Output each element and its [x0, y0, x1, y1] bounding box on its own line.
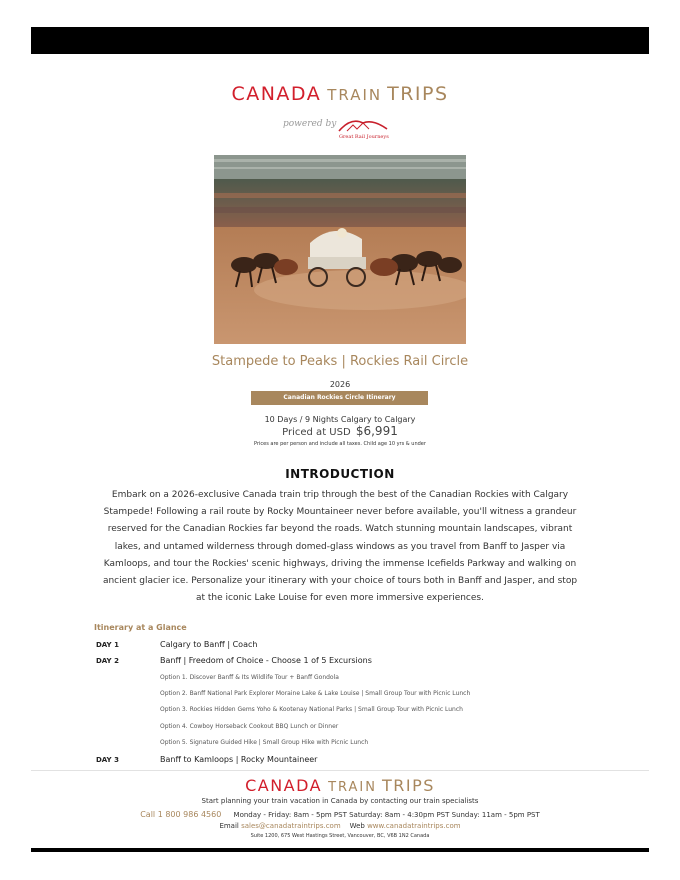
footer-contact: [0, 810, 680, 819]
excursion-option: Option 5. Signature Guided Hike | Small Group Hike with Picnic Lunch: [160, 739, 369, 746]
brand-trips: TRIPS: [387, 83, 449, 105]
header-bar: [31, 27, 649, 54]
price-prefix: Priced at USD: [282, 427, 351, 438]
brand-canada: CANADA: [231, 83, 322, 105]
excursion-option: Option 3. Rockies Hidden Gems Yoho & Kootenay National Parks | Small Group Tour with Picnic Lunch: [160, 706, 463, 713]
intro-body: Embark on a 2026-exclusive Canada train trip through the best of the Canadian Rockies with Calgary Stampede! Following a rail route by Rocky Mountaineer never before available, you'll witness a grandeur reserved for the Canadian Rockies far beyond the roads. Watch stunning mountain landscapes, vibrant lakes, and untamed wilderness through domed-glass windows as you travel from Banff to Jasper via Kamloops, and tour the Rockies' scenic highways, driving the immense Icefields Parkway and walking on ancient glacier ice. Personalize your itinerary with your choice of tours both in Banff and Jasper, and stop at the iconic Lake Louise for even more immersive experiences.: [102, 490, 578, 604]
day-label: DAY 2: [96, 657, 119, 665]
day-label: DAY 3: [96, 756, 119, 764]
day-label: DAY 1: [96, 641, 119, 649]
excursion-option: Option 1. Discover Banff & Its Wildlife Tour + Banff Gondola: [160, 674, 339, 681]
email-label: Email: [219, 822, 239, 830]
brand-train: TRAIN: [328, 780, 377, 795]
footer-links: [0, 822, 680, 830]
day-description: Banff | Freedom of Choice - Choose 1 of 5 Excursions: [160, 656, 372, 665]
brand-canada: CANADA: [245, 776, 323, 795]
trip-year: 2026: [329, 380, 351, 389]
brand-trips: TRIPS: [382, 776, 435, 795]
footer-brand-logo: [0, 776, 680, 795]
intro-heading: INTRODUCTION: [285, 467, 395, 481]
footer-address: Suite 1200, 675 West Hastings Street, Vancouver, BC, V6B 1N2 Canada: [250, 833, 430, 839]
web-label: Web: [349, 822, 365, 830]
excursion-option: Option 2. Banff National Park Explorer Moraine Lake & Lake Louise | Small Group Tour with Picnic Lunch: [160, 690, 471, 697]
partner-logo-text: Great Rail Journeys: [339, 134, 389, 140]
trip-duration: 10 Days / 9 Nights Calgary to Calgary: [264, 415, 416, 424]
day-description: Banff to Kamloops | Rocky Mountaineer: [160, 755, 318, 764]
web-link[interactable]: www.canadatraintrips.com: [367, 822, 461, 830]
price-amount: $6,991: [355, 424, 398, 438]
footer-divider: [31, 770, 649, 771]
brand-train: TRAIN: [327, 86, 383, 104]
brand-logo: [0, 83, 680, 105]
hero-image-chuckwagon: [214, 155, 466, 344]
trip-price: [0, 424, 680, 438]
powered-by-text: powered by: [283, 119, 337, 129]
footer-hours: Monday - Friday: 8am - 5pm PST Saturday: 8am - 4:30pm PST Sunday: 11am - 5pm PST: [233, 811, 540, 819]
footer-phone[interactable]: Call 1 800 986 4560: [140, 810, 222, 819]
trip-title: Stampede to Peaks | Rockies Rail Circle: [211, 354, 469, 369]
excursion-option: Option 4. Cowboy Horseback Cookout BBQ Lunch or Dinner: [160, 723, 339, 730]
itinerary-label-badge: Canadian Rockies Circle Itinerary: [251, 391, 428, 405]
email-link[interactable]: sales@canadatraintrips.com: [241, 822, 341, 830]
day-description: Calgary to Banff | Coach: [160, 640, 258, 649]
partner-logo-icon: [335, 115, 397, 141]
footer-bar: [31, 848, 649, 852]
itinerary-heading: Itinerary at a Glance: [94, 623, 187, 632]
footer-tagline: Start planning your train vacation in Canada by contacting our train specialists: [201, 797, 479, 805]
price-note: Prices are per person and include all taxes. Child age 10 yrs & under: [254, 441, 426, 447]
powered-by-logo: [283, 115, 403, 141]
